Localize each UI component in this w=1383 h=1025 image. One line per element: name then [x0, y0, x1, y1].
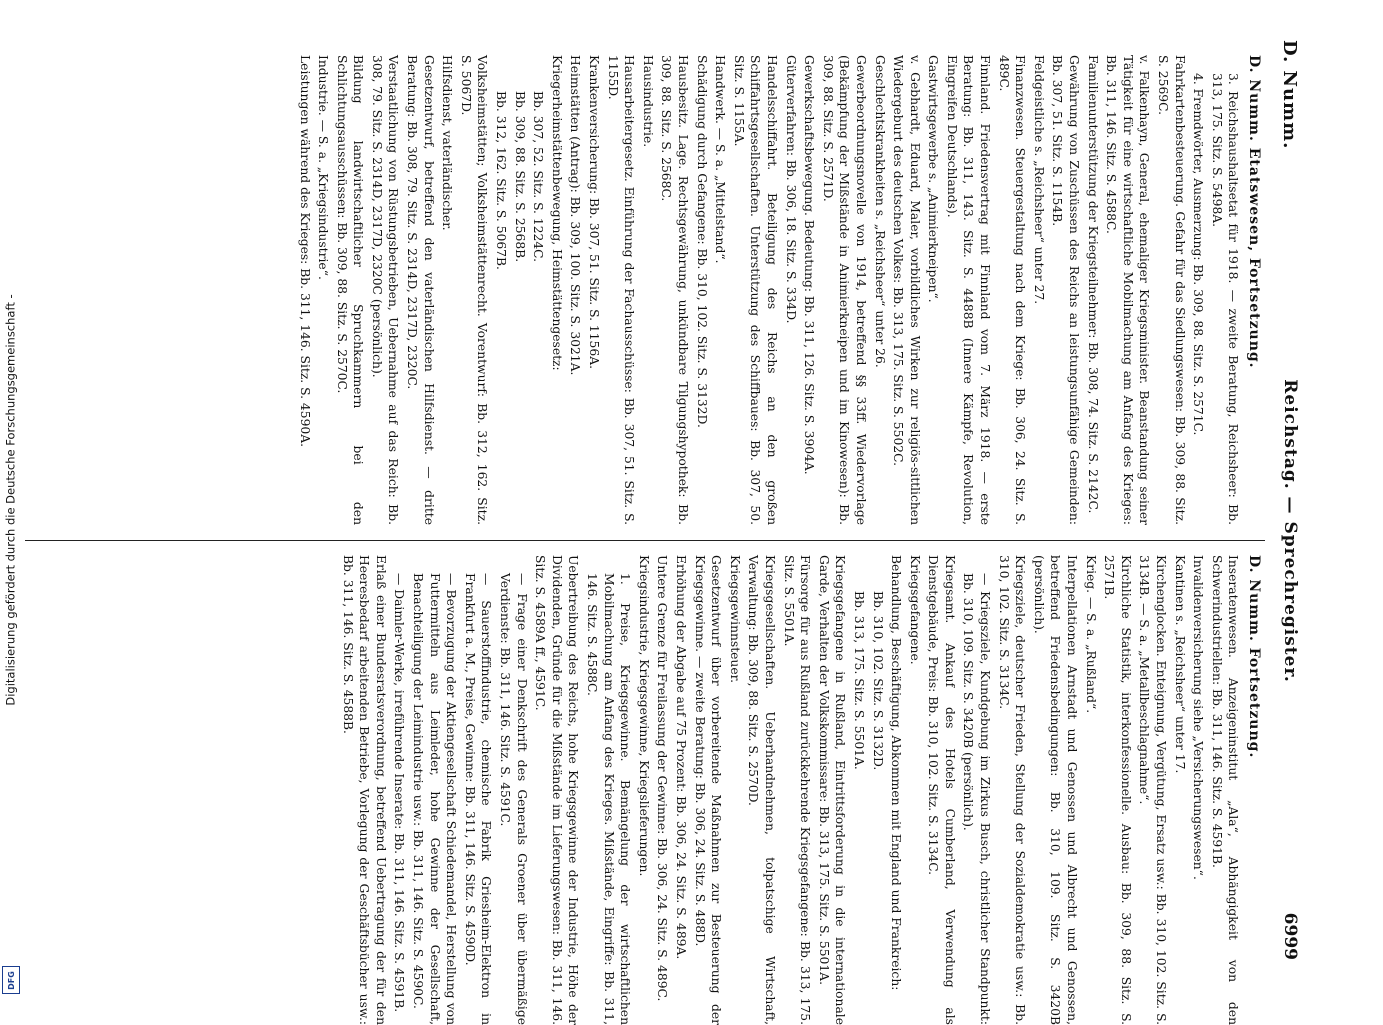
page-header [1270, 40, 1310, 960]
register-entry: Krankenversicherung: Bb. 307, 51. Sitz. S. 1156A. [587, 55, 602, 369]
register-entry: Bildung landwirtschaftlicher Spruchkammern bei den Schlichtungsausschüssen: Bb. 309, 88. Sitz. S. 2570C. [334, 55, 366, 525]
column-divider [25, 540, 1265, 541]
register-entry: Finnland. Friedensvertrag mit Finnland vom 7. März 1918. — erste Beratung: Bb. 311, 143. Sitz. S. 4488B (Innere Kämpfe, Revolution, Eingreifen Deutschlands). [944, 55, 993, 525]
register-entry: — Sauerstoffindustrie, chemische Fabrik Griesheim-Elektron in Frankfurt a. M., Preise, Gewinne: Bb. 311, 146. Sitz. S. 4590D. [462, 573, 494, 1025]
right-column-title: D. Numm. Fortsetzung. [1246, 555, 1262, 759]
register-entry: Kriegsamt. Ankauf des Hotels Cumberland, Verwendung als Dienstgebäude, Preis: Bb. 310, 102. Sitz. S. 3134C. [926, 555, 957, 1025]
register-entry: Schädigung durch Gefangene: Bb. 310, 102. Sitz. S. 3132D. [694, 55, 709, 428]
register-entry: Bb. 310, 102. Sitz. S. 3132D. [870, 591, 885, 771]
register-entry: Handelsschiffahrt. Beteiligung des Reichs an den großen Schiffahrtsgesellschaften. Unterstützung des Schiffbaues: Bb. 307, 50. Sitz. S. 1155A. [731, 55, 779, 525]
register-entry: — Daimler-Werke, irreführende Inserate: Bb. 311, 146. Sitz. S. 4591B. [392, 573, 407, 1013]
register-entry: Gesetzentwurf, betreffend den vaterländischen Hilfsdienst. — dritte Beratung: Bb. 308, 79. Sitz. S. 2314D, 2317D, 2320C. [405, 55, 436, 525]
register-entry: Gewerbeordnungsnovelle von 1914, betreffend §§ 33ff. Wiedervorlage (Bekämpfung der Mißstände in Animierkneipen und im Kinowesen): Bb. 309, 88. Sitz. S. 2571D. [820, 55, 868, 525]
register-entry: Kriegsgewinnsteuer. [727, 555, 742, 684]
register-entry: Erlaß einer Bundesratsverordnung, betreffend Uebertragung der für den Heeresbedarf arbeitenden Betriebe, Vorlegung der Geschäftsbücher usw.: Bb. 311, 146. Sitz. S. 4588B. [340, 555, 388, 1025]
dfg-logo [2, 966, 20, 994]
register-entry: Bb. 307, 52. Sitz. S. 1224C. [531, 91, 546, 263]
register-entry: Kriegsziele, deutscher Frieden, Stellung der Sozialdemokratie usw.: Bb. 310, 102. Sitz. S. 3134C. [996, 555, 1028, 1025]
register-entry: Güterverfahren: Bb. 306, 18. Sitz. S. 334D. [783, 55, 798, 324]
left-entries [296, 55, 1241, 525]
register-entry: Geschlechtskrankheiten s. „Reichsheer“ unter 26. [872, 55, 887, 368]
register-entry: Gastwirtsgewerbe s. „Animierkneipen“. [926, 55, 941, 303]
page-number: 6999 [1280, 912, 1300, 960]
register-entry: Handwerk. — S. a. „Mittelstand“. [713, 55, 728, 264]
register-entry: Kriegsgefangene. [907, 555, 922, 665]
register-entry: — Bevorzugung der Aktiengesellschaft Schiedemandel, Herstellung von Futtermitteln aus Leimleder, hohe Gewinne der Gesellschaft, Benachteiligung der Leimindustrie usw.: Bb. 311, 146. Sitz. S. 4590C. [411, 573, 459, 1025]
register-entry: Familienunterstützung der Kriegsteilnehmer: Bb. 308, 74. Sitz. S. 2142C. [1085, 55, 1100, 514]
register-entry: Interpellationen Arnstadt und Genossen und Albrecht und Genossen, betreffend Friedensbedingungen: Bb. 310, 109. Sitz. S. 3420B (persönlich). [1031, 555, 1080, 1025]
register-entry: — Frage einer Denkschrift des Generals Groener über übermäßige Verdienste: Bb. 311, 146. Sitz. S. 4591C. [498, 573, 529, 1025]
register-entry: Heimstätten (Antrag): Bb. 309, 100. Sitz. S. 3021A. [568, 55, 583, 376]
register-entry: Bb. 312, 162. Sitz. S. 5067B. [494, 91, 509, 270]
register-entry: Behandlung, Beschäftigung, Abkommen mit England und Frankreich: [889, 555, 904, 991]
digitization-note [0, 0, 22, 1000]
register-entry: Kriegsindustrie, Kriegsgewinne, Kriegslieferungen. [636, 555, 651, 877]
register-entry: Untere Grenze für Freilassung der Gewinne: Bb. 306, 24. Sitz. S. 489C. [655, 555, 670, 1002]
register-entry: Hausbesitz. Lage. Rechtsgewährung, unkündbare Tilgungshypothek: Bb. 309, 88. Sitz. S. 2568C. [659, 55, 690, 525]
register-entry: Kriegerheimstättenbewegung, Heimstättengesetz: [549, 55, 564, 371]
left-column [294, 55, 1262, 525]
register-entry: Volksheimstätten; Volksheimstättenrecht. Vorentwurf: Bb. 312, 162. Sitz. S. 5067D. [458, 55, 490, 525]
register-entry: Gewährung von Zuschüssen des Reichs an leistungsunfähige Gemeinden: Bb. 307, 51. Sitz. S. 1154B. [1050, 55, 1082, 525]
register-entry: Uebertreibung des Reichs, hohe Kriegsgewinne der Industrie, Höhe der Dividenden, Gründe für die Mißstände im Lieferungswesen: Bb. 311, 146. Sitz. S. 4589A ff., 4591C. [533, 555, 581, 1025]
register-entry: Invalidenversicherung siehe „Versicherungswesen“. [1191, 555, 1206, 880]
register-entry: Feldgeistliche s. „Reichsheer“ unter 27. [1031, 55, 1046, 305]
register-entry: Gewerkschaftsbewegung. Bedeutung: Bb. 311, 126. Sitz. S. 3904A. [802, 55, 817, 475]
register-entry: Bb. 313, 175. Sitz. S. 5501A. [851, 591, 866, 770]
digitization-note-text: Digitalisierung gefördert durch die Deutsche Forschungsgemeinschaft - [4, 294, 18, 706]
register-entry: Verstaatlichung von Rüstungsbetrieben, Uebernahme auf das Reich: Bb. 308, 79. Sitz. S. 2314D, 2317D, 2320C (persönlich). [369, 55, 401, 525]
register-entry: Leistungen während des Krieges: Bb. 311, 146. Sitz. S. 4590A. [297, 55, 312, 448]
register-entry: Hilfsdienst, vaterländischer. [440, 55, 455, 231]
register-entry: Inseratenwesen. Anzeigeninstitut „Ala“, Abhängigkeit von den Schwerindustriellen: Bb. 311, 146. Sitz. S. 4591B. [1209, 555, 1241, 1025]
register-entry: Erhöhung der Abgabe auf 75 Prozent: Bb. 306, 24. Sitz. S. 489A. [674, 555, 688, 960]
header-left: D. Numm. [1279, 40, 1301, 150]
left-column-title: D. Numm. Etatswesen, Fortsetzung. [1246, 55, 1262, 369]
register-entry: Hausarbeitergesetz. Einführung der Fachausschüsse: Bb. 307, 51. Sitz. S. 1155D. [605, 55, 637, 525]
register-entry: Industrie. — S. a. „Kriegsindustrie“. [316, 55, 331, 280]
register-entry: Finanzwesen. Steuergestaltung nach dem Kriege: Bb. 306, 24. Sitz. S. 489C. [996, 55, 1028, 525]
register-entry: Hausindustrie. [640, 55, 655, 148]
register-entry: 1. Preise, Kriegsgewinne. Bemängelung der wirtschaftlichen Mobilmachung am Anfang des Krieges. Mißstände, Eingriffe: Bb. 311, 146. Sitz. S. 4588C. [585, 573, 633, 1025]
register-entry: — Kriegsziele, Kundgebung im Zirkus Busch, christlicher Standpunkt: Bb. 310, 109. Sitz. S. 3420B (persönlich). [961, 573, 993, 1025]
register-entry: v. Gebhardt, Eduard, Maler, vorbildliches Wirken zur religiös-sittlichen Wiedergeburt des deutschen Volkes: Bb. 313, 175. Sitz. S. 5502C. [891, 55, 922, 525]
right-entries [339, 555, 1241, 1025]
header-title: Reichstag. — Sprechregister. [1280, 379, 1300, 683]
register-entry: Bb. 309, 88. Sitz. S. 2568B. [512, 91, 527, 263]
register-entry: Kriegsgesellschaften. Ueberhandnehmen, tolpatschige Wirtschaft, Verwaltung: Bb. 309, 88. Sitz. S. 2570D. [746, 555, 777, 1025]
register-entry: Fürsorge für aus Rußland zurückkehrende Kriegsgefangene: Bb. 313, 175. Sitz. S. 5501A. [781, 555, 813, 1025]
register-entry: 3. Reichshaushaltsetat für 1918. — zweite Beratung, Reichsheer: Bb. 313, 175. Sitz. S. 5498A. [1209, 73, 1241, 525]
register-entry: Kriegsgefangene in Rußland, Eintrittsforderung in die internationale Garde, Verhalten der Volkskommissare: Bb. 313, 175. Sitz. S. 5501A. [816, 555, 848, 1025]
register-entry: v. Falkenhayn, General, ehemaliger Kriegsminister. Beanstandung seiner Tätigkeit für eine wirtschaftliche Mobilmachung am Anfang des Krieges: Bb. 311, 146. Sitz. S. 4588C. [1104, 55, 1152, 525]
register-entry: Gesetzentwurf über vorbereitende Maßnahmen zur Besteuerung der Kriegsgewinne. — zweite Beratung: Bb. 306, 24. Sitz. S. 488D. [692, 555, 724, 1025]
register-entry: Krieg. — S. a. „Rußland“. [1083, 555, 1098, 714]
register-entry: Fahrkartenbesteuerung. Gefahr für das Siedlungswesen: Bb. 309, 88. Sitz. S. 2569C. [1156, 55, 1187, 525]
register-entry: Kirchenglocken. Enteignung, Vergütung, Ersatz usw.: Bb. 310, 102. Sitz. S. 3134B. — S. a. „Metallbeschlagnahme“. [1137, 555, 1169, 1025]
right-column [337, 555, 1262, 1025]
dfg-logo-text: DFG [6, 970, 16, 990]
register-entry: Kantinen s. „Reichsheer“ unter 17. [1172, 555, 1187, 774]
register-entry: 4. Fremdwörter, Ausmerzung: Bb. 309, 88. Sitz. S. 2571C. [1191, 73, 1206, 436]
register-entry: Kirchliche Statistik, interkonfessionelle. Ausbau: Bb. 309, 88. Sitz. S. 2571B. [1102, 555, 1133, 1025]
